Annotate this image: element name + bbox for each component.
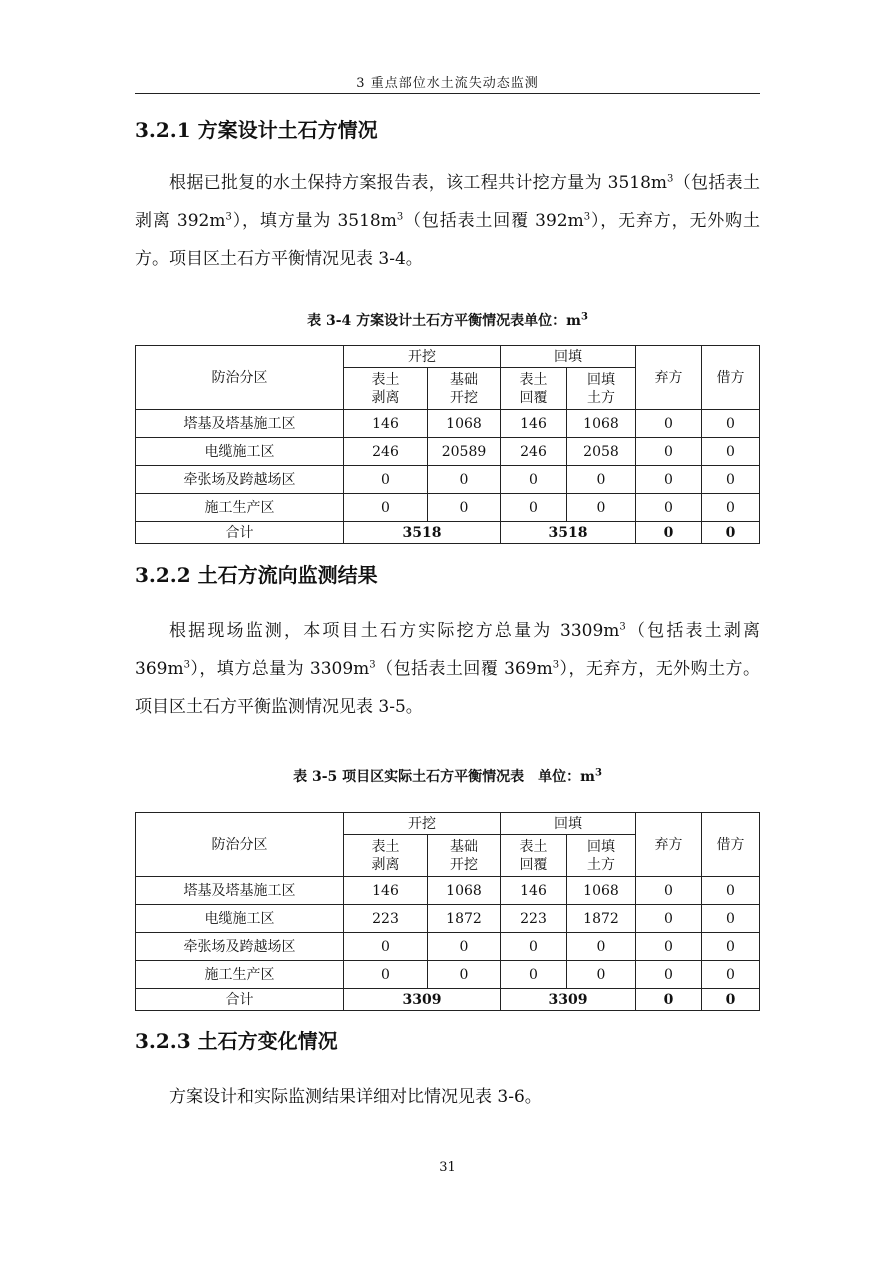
cell: 0 xyxy=(567,466,636,494)
cell: 0 xyxy=(702,961,760,989)
page-number: 31 xyxy=(439,1160,456,1175)
cell: 0 xyxy=(344,494,428,522)
table-3-5 xyxy=(135,812,760,1011)
cell: 3309 xyxy=(344,989,501,1011)
cell: 0 xyxy=(702,989,760,1011)
cell: 0 xyxy=(636,877,702,905)
paragraph-323: 方案设计和实际监测结果详细对比情况见表 3-6。 xyxy=(169,1087,542,1107)
cell: 1068 xyxy=(567,877,636,905)
cell: 0 xyxy=(428,466,501,494)
cell: 0 xyxy=(636,438,702,466)
section-title-322: 3.2.2 土石方流向监测结果 xyxy=(135,563,378,587)
cell: 146 xyxy=(344,410,428,438)
cell: 塔基及塔基施工区 xyxy=(136,877,344,905)
table-row xyxy=(136,933,760,961)
header-fill-earth: 回填土方 xyxy=(567,368,636,410)
cell: 146 xyxy=(501,410,567,438)
cell: 施工生产区 xyxy=(136,961,344,989)
header-borrow: 借方 xyxy=(702,813,760,877)
cell: 0 xyxy=(344,961,428,989)
cell: 牵张场及跨越场区 xyxy=(136,466,344,494)
cell: 246 xyxy=(344,438,428,466)
cell: 0 xyxy=(344,933,428,961)
table-total-row xyxy=(136,522,760,544)
cell: 1068 xyxy=(428,410,501,438)
cell: 146 xyxy=(344,877,428,905)
table-row xyxy=(136,410,760,438)
header-borrow: 借方 xyxy=(702,346,760,410)
cell: 电缆施工区 xyxy=(136,905,344,933)
cell: 0 xyxy=(567,961,636,989)
cell: 0 xyxy=(344,466,428,494)
cell: 223 xyxy=(501,905,567,933)
table-caption-3-4: 表 3-4 方案设计土石方平衡情况表单位：$m^3$ xyxy=(307,311,588,329)
table-row xyxy=(136,494,760,522)
table-total-row xyxy=(136,989,760,1011)
header-dig-topsoil: 表土剥离 xyxy=(344,835,428,877)
cell: 246 xyxy=(501,438,567,466)
header-fill-topsoil: 表土回覆 xyxy=(501,368,567,410)
table-row xyxy=(136,877,760,905)
cell: 0 xyxy=(501,933,567,961)
header-fill-earth: 回填土方 xyxy=(567,835,636,877)
cell: 3518 xyxy=(501,522,636,544)
cell: 0 xyxy=(702,522,760,544)
cell: 1068 xyxy=(567,410,636,438)
table-row xyxy=(136,905,760,933)
cell: 合计 xyxy=(136,989,344,1011)
cell: 电缆施工区 xyxy=(136,438,344,466)
cell: 1068 xyxy=(428,877,501,905)
cell: 合计 xyxy=(136,522,344,544)
cell: 0 xyxy=(636,410,702,438)
cell: 0 xyxy=(428,961,501,989)
header-waste: 弃方 xyxy=(636,813,702,877)
running-header: 3 重点部位水土流失动态监测 xyxy=(356,76,539,91)
cell: 0 xyxy=(702,494,760,522)
header-fill: 回填 xyxy=(501,346,636,368)
table-3-4 xyxy=(135,345,760,544)
cell: 0 xyxy=(636,522,702,544)
cell: 0 xyxy=(636,905,702,933)
cell: 0 xyxy=(702,933,760,961)
paragraph-322: 根据现场监测，本项目土石方实际挖方总量为 $3309m^3$（包括表土剥离 $369m^3$），填方总量为 $3309m^3$（包括表土回覆 $369m^3$），无弃方，无外购土方。项目区土石方平衡监测情况见表 3-5。 xyxy=(135,621,761,717)
header-zone: 防治分区 xyxy=(136,346,344,410)
cell: 0 xyxy=(702,466,760,494)
header-dig: 开挖 xyxy=(344,346,501,368)
header-dig-foundation: 基础开挖 xyxy=(428,835,501,877)
cell: 0 xyxy=(428,933,501,961)
cell: 3309 xyxy=(501,989,636,1011)
cell: 0 xyxy=(702,877,760,905)
header-fill: 回填 xyxy=(501,813,636,835)
cell: 0 xyxy=(636,466,702,494)
cell: 2058 xyxy=(567,438,636,466)
cell: 0 xyxy=(702,905,760,933)
header-fill-topsoil: 表土回覆 xyxy=(501,835,567,877)
table-row xyxy=(136,466,760,494)
cell: 塔基及塔基施工区 xyxy=(136,410,344,438)
cell: 0 xyxy=(501,961,567,989)
cell: 3518 xyxy=(344,522,501,544)
cell: 0 xyxy=(501,466,567,494)
section-title-323: 3.2.3 土石方变化情况 xyxy=(135,1029,338,1053)
cell: 0 xyxy=(567,933,636,961)
section-title-321: 3.2.1 方案设计土石方情况 xyxy=(135,118,378,142)
cell: 0 xyxy=(501,494,567,522)
cell: 0 xyxy=(636,494,702,522)
header-rule xyxy=(135,93,760,94)
header-waste: 弃方 xyxy=(636,346,702,410)
cell: 0 xyxy=(567,494,636,522)
cell: 0 xyxy=(428,494,501,522)
header-dig-foundation: 基础开挖 xyxy=(428,368,501,410)
cell: 20589 xyxy=(428,438,501,466)
cell: 0 xyxy=(702,410,760,438)
header-dig: 开挖 xyxy=(344,813,501,835)
header-zone: 防治分区 xyxy=(136,813,344,877)
cell: 0 xyxy=(702,438,760,466)
table-row xyxy=(136,961,760,989)
cell: 牵张场及跨越场区 xyxy=(136,933,344,961)
header-dig-topsoil: 表土剥离 xyxy=(344,368,428,410)
table-row xyxy=(136,438,760,466)
table-caption-3-5: 表 3-5 项目区实际土石方平衡情况表 单位：$m^3$ xyxy=(293,767,602,785)
cell: 0 xyxy=(636,933,702,961)
cell: 1872 xyxy=(428,905,501,933)
paragraph-321: 根据已批复的水土保持方案报告表，该工程共计挖方量为 $3518m^3$（包括表土剥离 $392m^3$），填方量为 $3518m^3$（包括表土回覆 $392m^3$），无弃方，无外购土方。项目区土石方平衡情况见表 3-4。 xyxy=(135,173,760,269)
cell: 0 xyxy=(636,961,702,989)
cell: 146 xyxy=(501,877,567,905)
cell: 施工生产区 xyxy=(136,494,344,522)
cell: 223 xyxy=(344,905,428,933)
cell: 0 xyxy=(636,989,702,1011)
cell: 1872 xyxy=(567,905,636,933)
